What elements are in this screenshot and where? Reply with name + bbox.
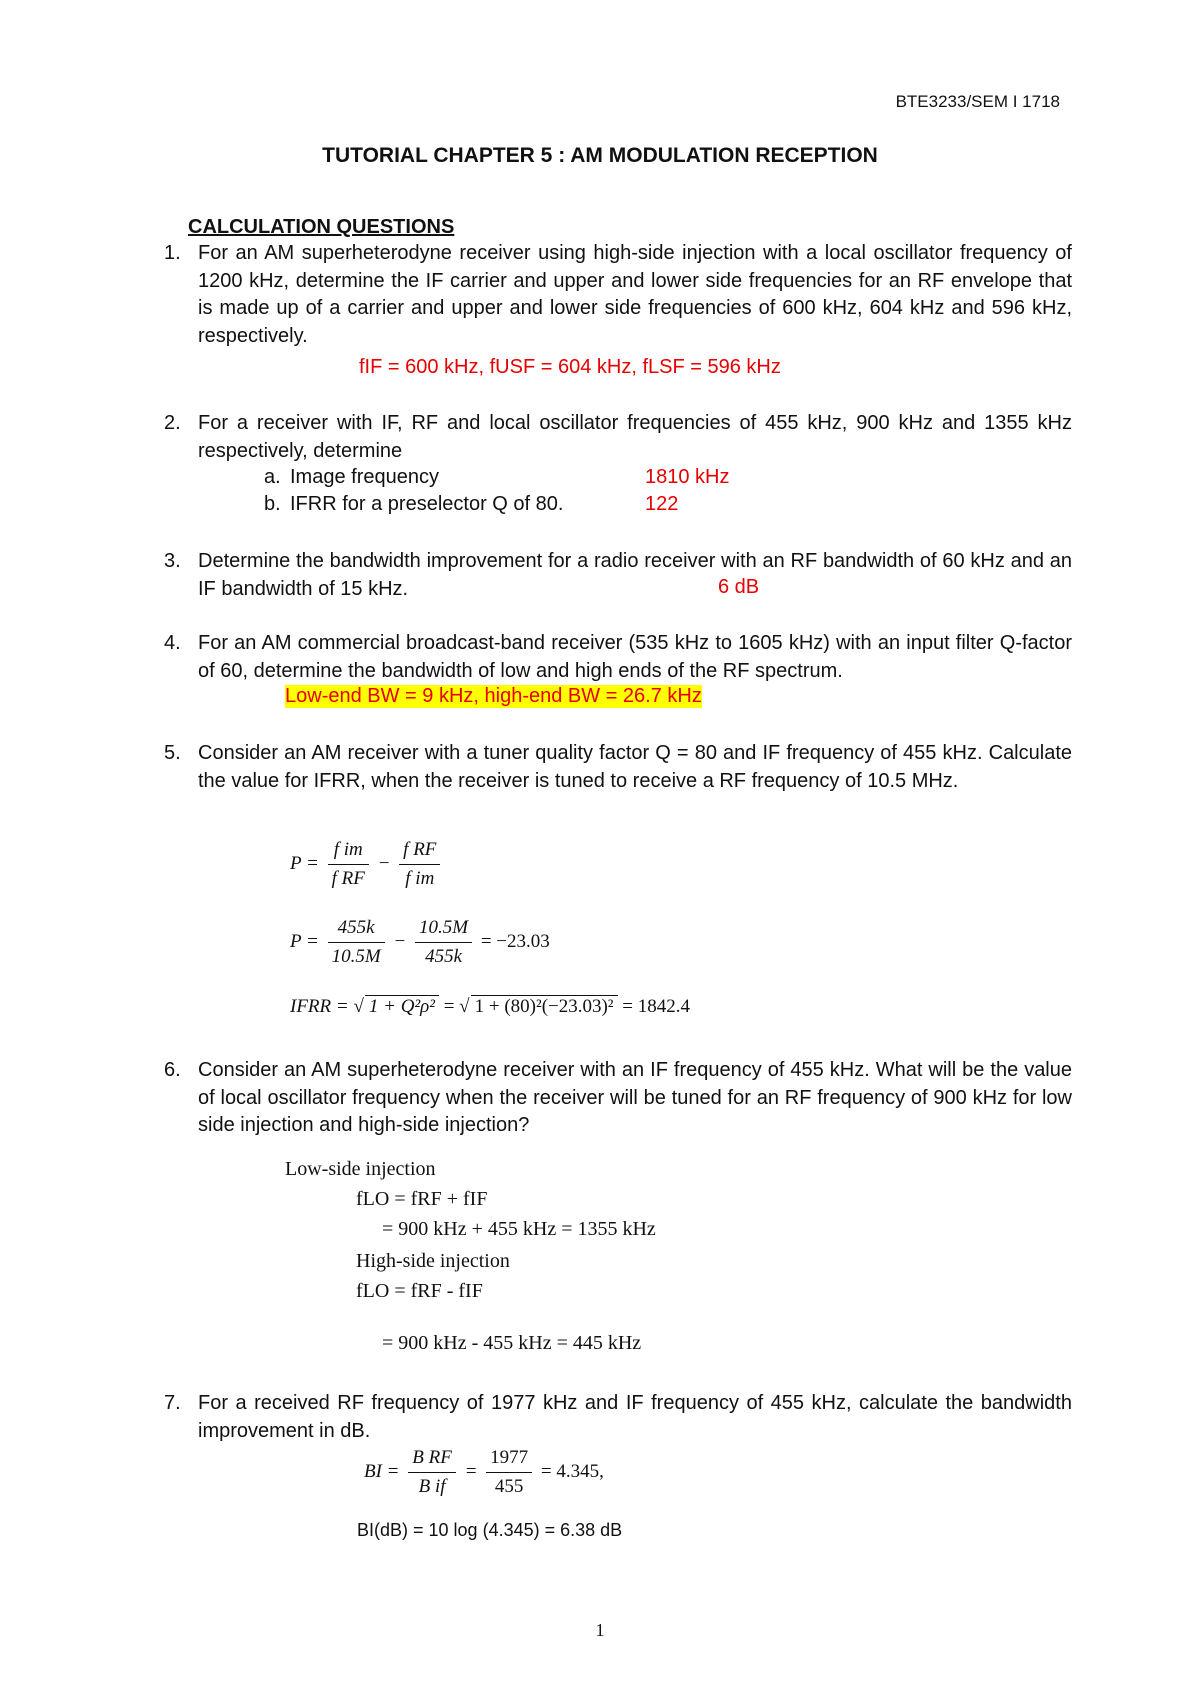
question-number: 2. (164, 412, 181, 434)
fraction-denominator: f RF (331, 868, 365, 889)
equation-lhs: IFRR = (290, 996, 349, 1017)
question-text: Consider an AM superheterodyne receiver with an IF frequency of 455 kHz. What will be the value of local oscillator frequency when the receiver will be tuned for an RF frequency of 900 kHz for low side injection and high-side injection? (198, 1059, 1072, 1136)
answer-q2b: 122 (645, 493, 679, 515)
equation-lhs: P = (290, 852, 319, 874)
equation-result: = 1842.4 (622, 996, 690, 1017)
document-code: BTE3233/SEM I 1718 (895, 92, 1060, 111)
question-3 (164, 548, 1072, 603)
page-title: TUTORIAL CHAPTER 5 : AM MODULATION RECEPTION (322, 144, 878, 167)
answer-q2a: 1810 kHz (645, 466, 730, 488)
equation-ifrr: IFRR = √ 1 + Q²ρ² = √ 1 + (80)²(−23.03)² = 1842.4 (290, 996, 690, 1017)
high-side-calculation: = 900 kHz - 455 kHz = 445 kHz (382, 1332, 642, 1354)
question-number: 4. (164, 632, 181, 654)
question-text: For a receiver with IF, RF and local oscillator frequencies of 455 kHz, 900 kHz and 1355 kHz respectively, determine (198, 412, 1072, 462)
answer-q3: 6 dB (718, 576, 760, 598)
fraction-numerator: 1977 (486, 1444, 532, 1473)
question-text: Consider an AM receiver with a tuner quality factor Q = 80 and IF frequency of 455 kHz. Calculate the value for IFRR, when the receiver is tuned to receive a RF frequency of 10.5 MHz. (198, 742, 1072, 792)
high-side-label: High-side injection (356, 1250, 510, 1272)
low-side-label: Low-side injection (285, 1158, 436, 1180)
question-text: For a received RF frequency of 1977 kHz and IF frequency of 455 kHz, calculate the bandwidth improvement in dB. (198, 1392, 1072, 1442)
sub-text-a: Image frequency (290, 466, 439, 488)
radicand: 1 + Q²ρ² (365, 995, 439, 1018)
equation-result: = −23.03 (480, 930, 550, 952)
radicand: 1 + (80)²(−23.03)² (471, 995, 618, 1018)
high-side-equation: fLO = fRF - fIF (356, 1280, 483, 1302)
question-6 (164, 1057, 1072, 1140)
fraction-denominator: f im (405, 868, 435, 889)
question-number: 5. (164, 742, 181, 764)
low-side-calculation: = 900 kHz + 455 kHz = 1355 kHz (382, 1218, 656, 1240)
fraction-denominator: B if (418, 1476, 446, 1497)
fraction-denominator: 455 (494, 1476, 524, 1497)
sub-text-b: IFRR for a preselector Q of 80. (290, 493, 564, 515)
fraction-numerator: 455k (328, 914, 385, 943)
section-heading: CALCULATION QUESTIONS (188, 216, 455, 238)
equation-bi: BI = $\frac{\text{B RF}}{\text{B if}}$ = $\frac{1977}{455}$ = 4.345, (364, 1444, 604, 1501)
question-text: For an AM superheterodyne receiver using high-side injection with a local oscillator frequency of 1200 kHz, determine the IF carrier and upper and lower side frequencies for an RF envelope that is made up of a carrier and upper and lower side frequencies of 600 kHz, 604 kHz and 596 kHz, respectively. (198, 242, 1072, 347)
equation-p-definition: P = $\frac{\text{f im}}{\text{f RF}}$ − $\frac{\text{f RF}}{\text{f im}}$ (290, 836, 444, 893)
fraction-denominator: 10.5M (331, 946, 381, 967)
equation-lhs: P = (290, 930, 319, 952)
sub-label-b: b. (264, 493, 281, 515)
question-number: 1. (164, 242, 181, 264)
page-number: 1 (595, 1620, 605, 1640)
question-text: Determine the bandwidth improvement for a radio receiver with an RF bandwidth of 60 kHz and an IF bandwidth of 15 kHz. (198, 550, 1072, 600)
question-text: For an AM commercial broadcast-band receiver (535 kHz to 1605 kHz) with an input filter Q-factor of 60, determine the bandwidth of low and high ends of the RF spectrum. (198, 632, 1072, 682)
answer-q1: fIF = 600 kHz, fUSF = 604 kHz, fLSF = 596 kHz (359, 356, 781, 378)
question-number: 6. (164, 1059, 181, 1081)
equation-lhs: BI = (364, 1460, 400, 1482)
bi-db-result: BI(dB) = 10 log (4.345) = 6.38 dB (357, 1520, 623, 1540)
question-1 (164, 240, 1072, 350)
low-side-equation: fLO = fRF + fIF (356, 1188, 488, 1210)
fraction-numerator: f im (328, 836, 369, 865)
fraction-numerator: f RF (399, 836, 440, 865)
question-4 (164, 630, 1072, 685)
fraction-denominator: 455k (425, 946, 462, 967)
question-7 (164, 1390, 1072, 1445)
question-5 (164, 740, 1072, 795)
equation-result: = 4.345, (540, 1460, 604, 1482)
answer-q4: Low-end BW = 9 kHz, high-end BW = 26.7 kHz (285, 685, 702, 707)
fraction-numerator: B RF (408, 1444, 456, 1473)
question-number: 7. (164, 1392, 181, 1414)
equation-p-value: P = $\frac{455k}{10.5M}$ − $\frac{10.5M}{455k}$ = −23.03 (290, 914, 550, 971)
fraction-numerator: 10.5M (415, 914, 472, 943)
question-number: 3. (164, 550, 181, 572)
sub-label-a: a. (264, 466, 281, 488)
question-2 (164, 410, 1072, 465)
